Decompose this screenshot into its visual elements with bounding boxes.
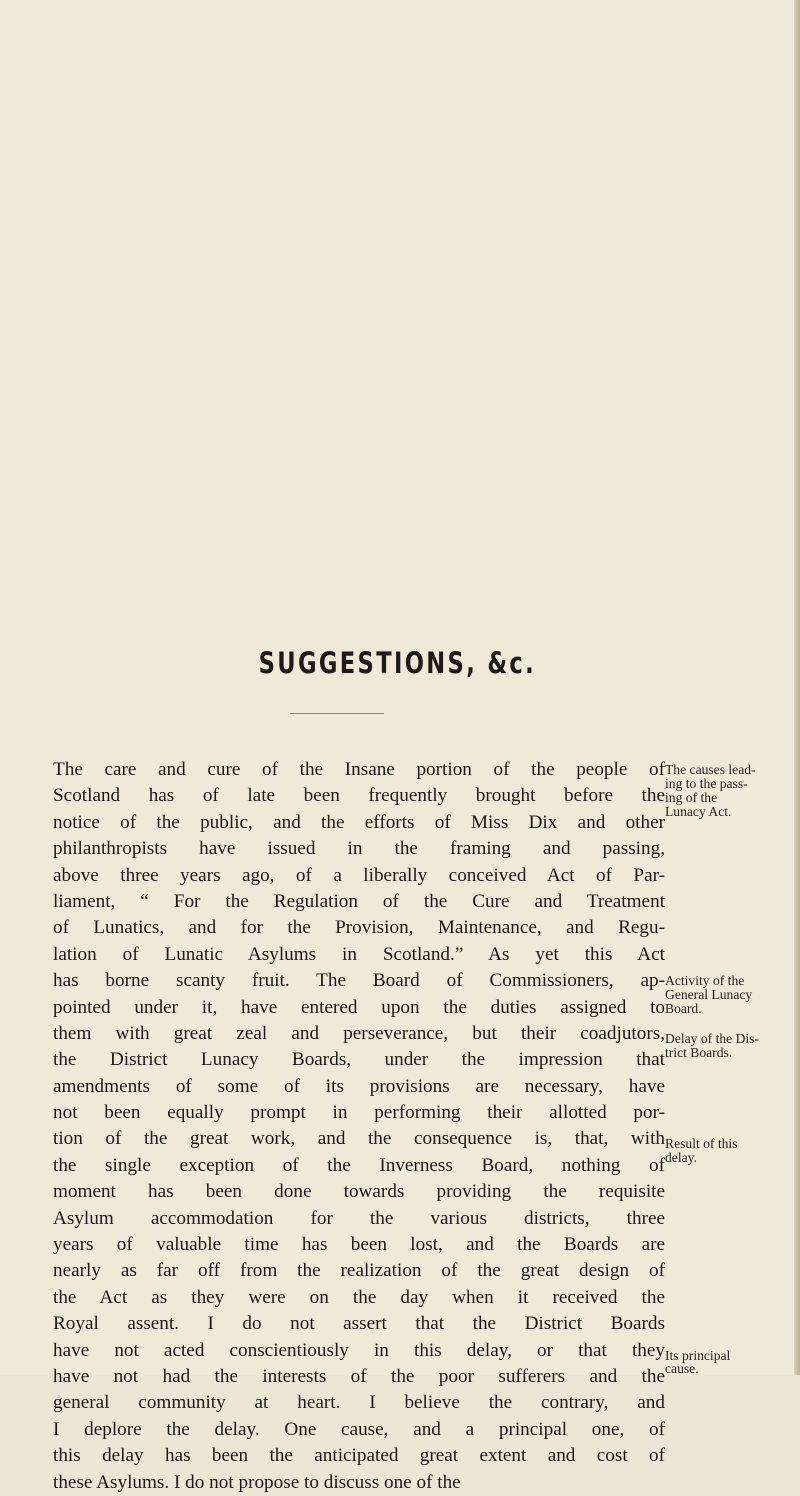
marginal-note-line: delay.	[665, 1150, 697, 1165]
marginal-note-line: ing to the pass-	[665, 776, 748, 791]
text-line: the single exception of the Inverness Board, nothing of	[53, 1154, 665, 1176]
text-line: nearly as far off from the realization of the great design of	[53, 1260, 665, 1282]
marginal-note	[665, 1137, 738, 1165]
marginal-note-line: Its principal	[665, 1348, 731, 1363]
text-line: have not had the interests of the poor sufferers and the	[53, 1365, 665, 1387]
text-line: the Act as they were on the day when it received the	[53, 1286, 665, 1308]
text-line: notice of the public, and the efforts of Miss Dix and other	[53, 811, 665, 833]
text-line: lation of Lunatic Asylums in Scotland.” As yet this Act	[53, 943, 665, 965]
text-line: I deplore the delay. One cause, and a principal one, of	[53, 1418, 665, 1440]
text-line: moment has been done towards providing the requisite	[53, 1181, 665, 1203]
text-line: pointed under it, have entered upon the duties assigned to	[53, 996, 665, 1018]
text-line: years of valuable time has been lost, and the Boards are	[53, 1234, 665, 1256]
text-line: above three years ago, of a liberally conceived Act of Par-	[53, 864, 665, 886]
text-line: philanthropists have issued in the framing and passing,	[53, 838, 665, 860]
marginal-note-line: Delay of the Dis-	[665, 1031, 759, 1046]
text-line: have not acted conscientiously in this delay, or that they	[53, 1339, 665, 1361]
text-line: has borne scanty fruit. The Board of Commissioners, ap-	[53, 970, 665, 992]
text-line: these Asylums. I do not propose to discuss one of the	[53, 1471, 461, 1493]
text-line: Scotland has of late been frequently brought before the	[53, 785, 665, 807]
title-divider	[290, 713, 384, 714]
text-line: Royal assent. I do not assert that the District Boards	[53, 1313, 665, 1335]
text-line: them with great zeal and perseverance, but their coadjutors,	[53, 1022, 665, 1044]
marginal-note-line: cause.	[665, 1362, 699, 1375]
marginal-note	[665, 1032, 759, 1060]
page-title: SUGGESTIONS, &c.	[258, 646, 537, 680]
text-line: amendments of some of its provisions are necessary, have	[53, 1075, 665, 1097]
marginal-note	[665, 763, 756, 819]
text-line: this delay has been the anticipated great extent and cost of	[53, 1445, 665, 1467]
marginal-note-line: Result of this	[665, 1136, 738, 1151]
marginal-note-line: Activity of the	[665, 973, 745, 988]
marginal-note-line: The causes lead-	[665, 762, 756, 777]
marginal-note-line: General Lunacy	[665, 987, 753, 1002]
text-line: of Lunatics, and for the Provision, Maintenance, and Regu-	[53, 917, 665, 939]
text-line: The care and cure of the Insane portion of the people of	[53, 759, 665, 780]
marginal-note	[665, 974, 752, 1016]
text-line: Asylum accommodation for the various districts, three	[53, 1207, 665, 1229]
text-line: the District Lunacy Boards, under the impression that	[53, 1049, 665, 1071]
marginal-note-line: Board.	[665, 1001, 702, 1016]
text-line: general community at heart. I believe the contrary, and	[53, 1392, 665, 1414]
marginal-note-line: trict Boards.	[665, 1045, 733, 1060]
marginal-note	[665, 1362, 699, 1375]
text-line: not been equally prompt in performing their allotted por-	[53, 1102, 665, 1124]
text-line: liament, “ For the Regulation of the Cure and Treatment	[53, 890, 665, 912]
body-text	[53, 757, 665, 1496]
page-edge	[794, 0, 800, 1375]
marginal-note-line: Lunacy Act.	[665, 804, 732, 819]
text-line: tion of the great work, and the consequence is, that, with	[53, 1128, 665, 1150]
marginal-note-line: ing of the	[665, 790, 718, 805]
marginal-note	[665, 1349, 730, 1363]
